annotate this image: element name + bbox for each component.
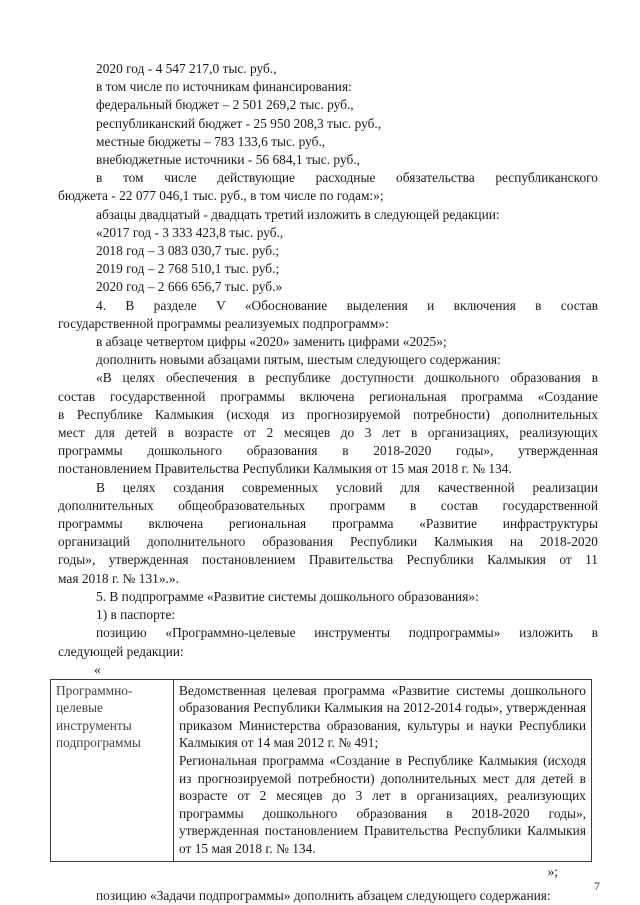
paragraph-line: мест для детей в возрасте от 2 месяцев до 3 лет в организациях, реализующих <box>58 425 598 441</box>
label-line: подпрограммы <box>56 735 141 751</box>
value-paragraph: Ведомственная целевая программа «Развитие системы дошкольного образования Республики Калмыкия на 2012-2014 годы», утвержденная приказом Министерства образования, культуры и науки Республики Калмыкия от 14 мая 2012 г. № 491; <box>179 682 586 751</box>
text-line: 2020 год - 4 547 217,0 тыс. руб., <box>96 61 277 76</box>
value-paragraph: Региональная программа «Создание в Республике Калмыкия (исходя из прогнозируемой потребности) дополнительных мест для детей в возрасте от 2 месяцев до 3 лет в организациях, реализующих программы дошкольного образования в 2018-2020 годы», утвержденная постановлением Правительства Республики Калмыкия от 15 мая 2018 г. № 134. <box>179 753 586 857</box>
text-line: 2019 год – 2 768 510,1 тыс. руб.; <box>96 261 280 277</box>
text-line: 2020 год – 2 666 656,7 тыс. руб.» <box>96 279 283 295</box>
text-line: в том числе по источникам финансирования: <box>96 79 352 95</box>
financing-lines <box>58 60 598 169</box>
item-4-sub: в абзаце четвертом цифры «2020» заменить цифрами «2025»; <box>96 334 447 350</box>
paragraph-line: мая 2018 г. № 131».». <box>58 570 179 586</box>
paragraph-preschool <box>58 369 598 478</box>
paragraph-line: «В целях обеспечения в республике доступности дошкольного образования в <box>96 370 598 386</box>
text-line: республиканский бюджет - 25 950 208,3 тыс. руб., <box>96 115 382 131</box>
paragraph-line: в Республике Калмыкия (исходя из прогнозируемой потребности) дополнительных <box>58 406 598 422</box>
table-row <box>51 679 592 861</box>
position-line: следующей редакции: <box>58 643 184 659</box>
table-value-cell <box>174 679 592 861</box>
text-line: «2017 год - 3 333 423,8 тыс. руб., <box>96 224 284 240</box>
years-list <box>58 224 598 297</box>
paragraph-line: дополнительных общеобразовательных программ в состав государственной <box>58 497 598 513</box>
label-line: целевые <box>56 700 103 716</box>
text-line: внебюджетные источники - 56 684,1 тыс. руб., <box>96 152 360 168</box>
quote-open: « <box>94 661 101 677</box>
paragraph-line: постановлением Правительства Республики Калмыкия от 15 мая 2018 г. № 134. <box>58 461 512 477</box>
text-line: федеральный бюджет – 2 501 269,2 тыс. руб., <box>96 97 354 113</box>
paragraph-line: состав государственной программы включена региональная программа «Создание <box>58 388 598 404</box>
label-line: инструменты <box>56 717 132 733</box>
text-line: 2018 год – 3 083 030,7 тыс. руб.; <box>96 243 280 259</box>
table-label-cell <box>51 679 174 861</box>
position-table <box>50 679 592 862</box>
item-5-heading: 5. В подпрограмме «Развитие системы дошкольного образования»: <box>96 588 479 604</box>
text-line: местные бюджеты – 783 133,6 тыс. руб., <box>96 133 326 149</box>
item-4-heading: 4. В разделе V «Обоснование выделения и включения в состав <box>96 297 598 313</box>
position-line: позицию «Программно-целевые инструменты подпрограммы» изложить в <box>96 625 598 641</box>
closing-line: позицию «Задачи подпрограммы» дополнить абзацем следующего содержания: <box>96 887 551 903</box>
paragraph-line: организаций дополнительного образования Республики Калмыкия на 2018-2020 <box>58 534 598 550</box>
paragraph-line: программы включена региональная программа «Развитие инфраструктуры <box>58 516 598 532</box>
item-4-sub: дополнить новыми абзацами пятым, шестым следующего содержания: <box>96 352 501 368</box>
label-line: Программно- <box>56 682 133 698</box>
quote-close: »; <box>547 863 558 879</box>
paragraph-line: В целях создания современных условий для качественной реализации <box>96 479 598 495</box>
paragraph-line: годы», утвержденная постановлением Правительства Республики Калмыкия от 11 <box>58 552 598 568</box>
paragraph-additional-education <box>58 479 598 588</box>
paragraph-line: в том числе действующие расходные обязательства республиканского <box>96 170 598 186</box>
paragraph-line: бюджета - 22 077 046,1 тыс. руб., в том числе по годам:»; <box>58 188 384 204</box>
item-4-heading-cont: государственной программы реализуемых подпрограмм»: <box>58 315 389 331</box>
item-5-sub: 1) в паспорте: <box>96 607 176 623</box>
paragraph-line: абзацы двадцатый - двадцать третий изложить в следующей редакции: <box>96 206 500 222</box>
paragraph-line: программы дошкольного образования в 2018-2020 годы», утвержденная <box>58 443 598 459</box>
page-number: 7 <box>594 878 600 893</box>
